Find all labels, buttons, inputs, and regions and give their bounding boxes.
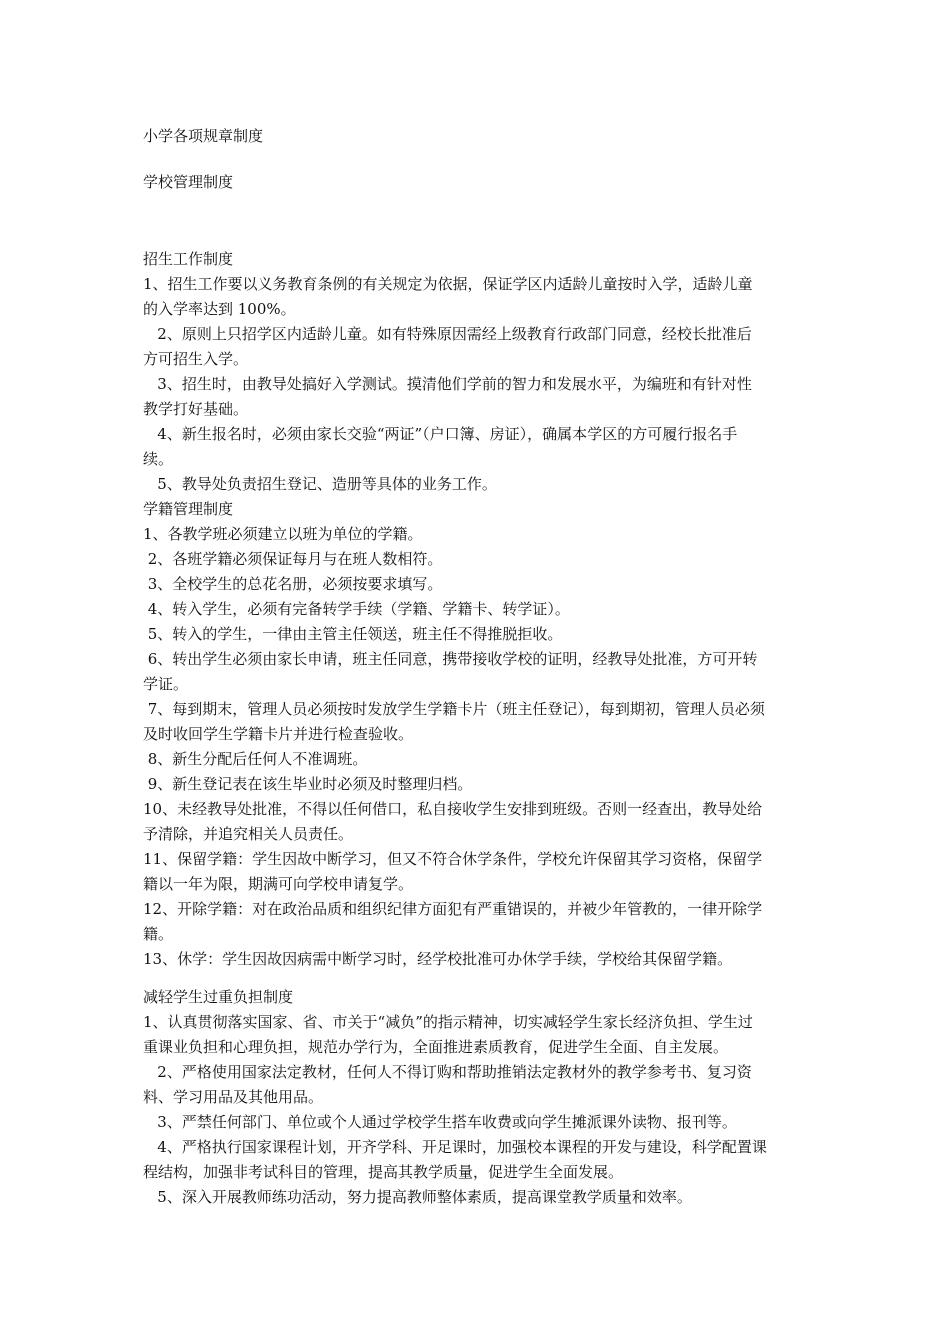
document-subtitle: 学校管理制度 xyxy=(143,173,234,191)
section-student-records-body xyxy=(143,522,811,972)
paragraph-line: 3、招生时，由教导处搞好入学测试。摸清他们学前的智力和发展水平，为编班和有针对性 xyxy=(143,375,752,393)
paragraph-line: 重课业负担和心理负担，规范办学行为，全面推进素质教育，促进学生全面、自主发展。 xyxy=(143,1038,729,1056)
paragraph-line: 9、新生登记表在该生毕业时必须及时整理归档。 xyxy=(143,775,473,793)
section-enrollment-body xyxy=(143,272,811,497)
paragraph-line: 予清除，并追究相关人员责任。 xyxy=(143,825,354,843)
paragraph-line: 方可招生入学。 xyxy=(143,350,249,368)
paragraph-line: 学证。 xyxy=(143,675,189,693)
paragraph-line: 的入学率达到 100%。 xyxy=(143,300,296,318)
paragraph-line: 1、各教学班必须建立以班为单位的学籍。 xyxy=(143,525,423,543)
paragraph-line: 4、转入学生，必须有完备转学手续（学籍、学籍卡、转学证）。 xyxy=(143,600,570,618)
paragraph-line: 6、转出学生必须由家长申请，班主任同意，携带接收学校的证明，经教导处批准，方可开转 xyxy=(143,650,758,668)
paragraph-line: 1、认真贯彻落实国家、省、市关于“减负”的指示精神，切实减轻学生家长经济负担、学生过 xyxy=(143,1013,753,1031)
paragraph-line: 2、原则上只招学区内适龄儿童。如有特殊原因需经上级教育行政部门同意，经校长批准后 xyxy=(143,325,752,343)
paragraph-line: 10、未经教导处批准，不得以任何借口，私自接收学生安排到班级。否则一经查出，教导处给 xyxy=(143,800,763,818)
paragraph-line: 2、各班学籍必须保证每月与在班人数相符。 xyxy=(143,550,443,568)
paragraph-line: 料、学习用品及其他用品。 xyxy=(143,1088,324,1106)
paragraph-line: 7、每到期末，管理人员必须按时发放学生学籍卡片（班主任登记），每到期初，管理人员必须 xyxy=(143,700,765,718)
paragraph-line: 4、严格执行国家课程计划，开齐学科、开足课时，加强校本课程的开发与建设，科学配置课 xyxy=(143,1138,767,1156)
paragraph-line: 4、新生报名时，必须由家长交验“两证”（户口簿、房证），确属本学区的方可履行报名手 xyxy=(143,425,738,443)
paragraph-line: 教学打好基础。 xyxy=(143,400,249,418)
section-heading-student-records: 学籍管理制度 xyxy=(143,500,234,518)
paragraph-line: 籍以一年为限，期满可向学校申请复学。 xyxy=(143,875,414,893)
document-page xyxy=(143,124,811,1210)
paragraph-line: 3、严禁任何部门、单位或个人通过学校学生搭车收费或向学生摊派课外读物、报刊等。 xyxy=(143,1113,737,1131)
paragraph-line: 籍。 xyxy=(143,925,174,943)
paragraph-line: 5、转入的学生，一律由主管主任领送，班主任不得推脱拒收。 xyxy=(143,625,563,643)
paragraph-line: 程结构，加强非考试科目的管理，提高其教学质量，促进学生全面发展。 xyxy=(143,1163,624,1181)
paragraph-line: 12、开除学籍：对在政治品质和组织纪律方面犯有严重错误的，并被少年管教的，一律开除学 xyxy=(143,900,763,918)
paragraph-line: 13、休学：学生因故因病需中断学习时，经学校批准可办休学手续，学校给其保留学籍。 xyxy=(143,950,733,968)
section-heading-enrollment: 招生工作制度 xyxy=(143,250,234,268)
section-heading-burden-reduction: 减轻学生过重负担制度 xyxy=(143,988,294,1006)
paragraph-line: 5、深入开展教师练功活动，努力提高教师整体素质，提高课堂教学质量和效率。 xyxy=(143,1188,692,1206)
paragraph-line: 3、全校学生的总花名册，必须按要求填写。 xyxy=(143,575,443,593)
paragraph-line: 2、严格使用国家法定教材，任何人不得订购和帮助推销法定教材外的教学参考书、复习资 xyxy=(143,1063,752,1081)
document-title: 小学各项规章制度 xyxy=(143,127,264,145)
paragraph-line: 8、新生分配后任何人不准调班。 xyxy=(143,750,368,768)
paragraph-line: 11、保留学籍：学生因故中断学习，但又不符合休学条件，学校允许保留其学习资格，保留学 xyxy=(143,850,763,868)
paragraph-line: 续。 xyxy=(143,450,174,468)
paragraph-line: 5、教导处负责招生登记、造册等具体的业务工作。 xyxy=(143,475,497,493)
section-burden-reduction-body xyxy=(143,1010,811,1210)
paragraph-line: 1、招生工作要以义务教育条例的有关规定为依据，保证学区内适龄儿童按时入学，适龄儿童 xyxy=(143,275,753,293)
paragraph-line: 及时收回学生学籍卡片并进行检查验收。 xyxy=(143,725,414,743)
